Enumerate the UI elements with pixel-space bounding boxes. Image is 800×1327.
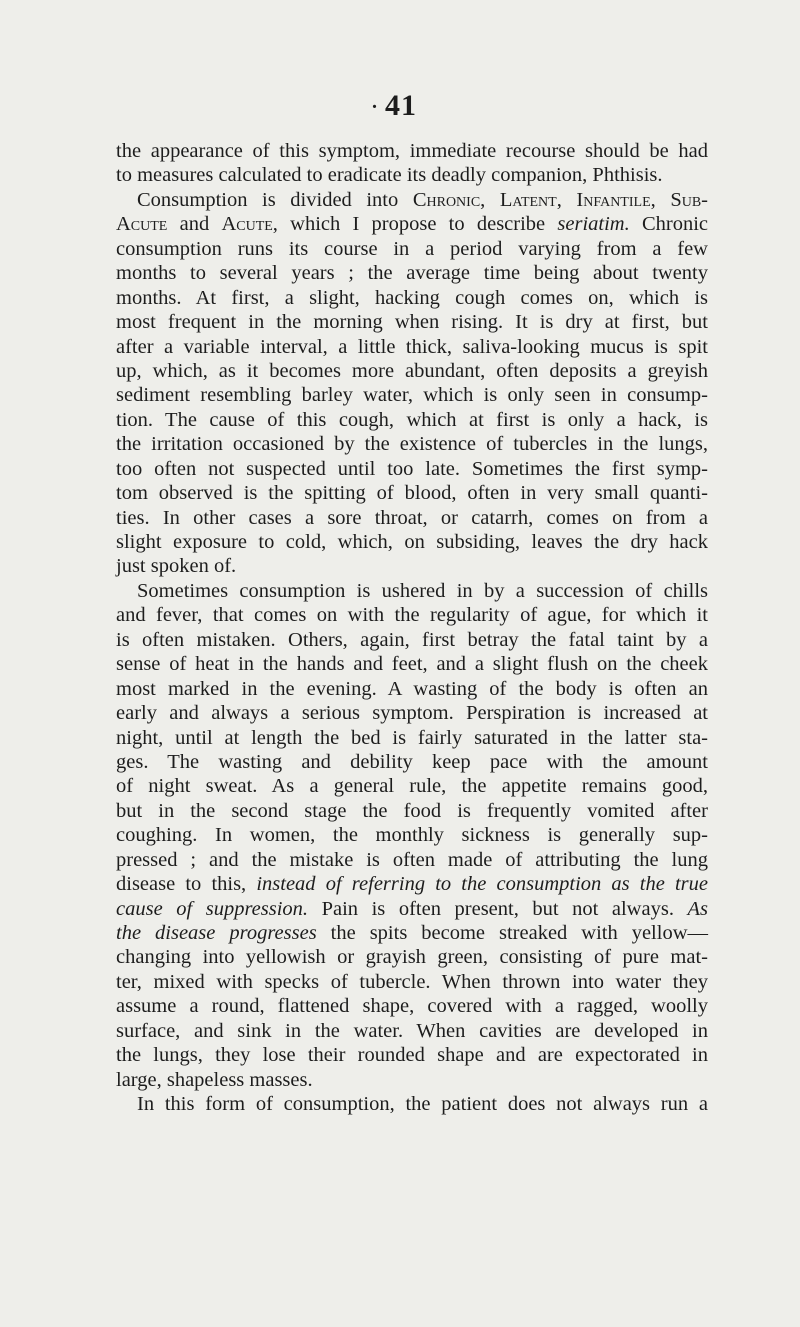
text-run: Chronic (629, 213, 708, 236)
text-line (116, 750, 708, 774)
text-run: Consumption is divided into (137, 188, 413, 211)
text-line (116, 603, 708, 627)
text-run: cause of suppression. (116, 897, 309, 920)
text-run: tion. The cause of this cough, which at first is only a hack, is (116, 408, 708, 431)
text-run: instead of referring to the consumption as the true (256, 873, 709, 896)
text-line (116, 286, 708, 310)
text-line (116, 139, 708, 163)
text-line (116, 1019, 708, 1043)
text-run: sense of heat in the hands and feet, and a slight flush on the cheek (116, 653, 708, 676)
text-run: changing into yellowish or grayish green, consisting of pure mat- (116, 946, 708, 969)
text-run: Pain is often present, but not always. (308, 897, 688, 920)
text-run: slight exposure to cold, which, on subsiding, leaves the dry hack (116, 531, 708, 553)
text-run: tom observed is the spitting of blood, often in very small quanti- (116, 482, 708, 505)
text-run: large, shapeless masses. (116, 1068, 313, 1091)
text-run: months. At first, a slight, hacking cough comes on, which is (116, 286, 708, 309)
text-line (116, 457, 708, 481)
text-run: surface, and sink in the water. When cavities are developed in (116, 1019, 708, 1042)
text-line (116, 677, 708, 701)
text-line (116, 774, 708, 798)
text-run: the spits become streaked with yellow— (316, 922, 709, 944)
text-run: to measures calculated to eradicate its deadly companion, Phthisis. (116, 164, 663, 187)
text-line (116, 726, 708, 750)
text-run: which I propose to describe (277, 213, 558, 236)
text-run: Acute, (221, 213, 278, 236)
text-run: Chronic, Latent, Infantile, Sub- (412, 188, 708, 211)
text-line (116, 163, 708, 187)
text-line (116, 506, 708, 530)
text-line (116, 701, 708, 725)
text-run: is often mistaken. Others, again, first betray the fatal taint by a (116, 628, 708, 651)
text-run: the lungs, they lose their rounded shape and are expectorated in (116, 1044, 708, 1067)
text-run: disease to this, (116, 873, 257, 896)
text-run: night, until at length the bed is fairly saturated in the latter sta- (116, 726, 708, 749)
text-line (116, 359, 708, 383)
text-run: ter, mixed with specks of tubercle. When thrown into water they (116, 970, 708, 993)
text-run: months to several years ; the average time being about twenty (116, 262, 708, 285)
text-line (116, 481, 708, 505)
text-line (116, 848, 708, 872)
text-run: assume a round, flattened shape, covered with a ragged, woolly (116, 995, 708, 1018)
text-run: the disease progresses (116, 922, 317, 944)
text-run: pressed ; and the mistake is often made of attributing the lung (116, 848, 708, 871)
text-line (116, 628, 708, 652)
text-run: ges. The wasting and debility keep pace with the amount (116, 750, 708, 773)
text-line (116, 310, 708, 334)
text-line (116, 897, 708, 921)
text-run: and (167, 213, 222, 236)
text-line (116, 945, 708, 969)
text-line (116, 921, 708, 945)
text-line (116, 1068, 708, 1092)
text-run: coughing. In women, the monthly sickness is generally sup- (116, 824, 708, 847)
text-line (116, 579, 708, 603)
text-line (116, 188, 708, 212)
text-run: Acute (116, 213, 168, 236)
text-run: In this form of consumption, the patient does not always run a (137, 1093, 708, 1116)
text-line (116, 823, 708, 847)
text-run: up, which, as it becomes more abundant, often deposits a greyish (116, 359, 708, 382)
text-run: most marked in the evening. A wasting of the body is often an (116, 677, 708, 700)
text-run: the irritation occasioned by the existence of tubercles in the lungs, (116, 433, 708, 456)
body-text (116, 139, 708, 1117)
text-run: the appearance of this symptom, immediate recourse should be had (116, 140, 708, 162)
text-line (116, 872, 708, 896)
text-run: too often not suspected until too late. Sometimes the first symp- (116, 457, 708, 480)
page-number: . 41 (385, 89, 417, 123)
text-run: ties. In other cases a sore throat, or catarrh, comes on from a (116, 506, 708, 529)
text-run: but in the second stage the food is frequently vomited after (116, 799, 708, 822)
text-line (116, 994, 708, 1018)
text-line (116, 554, 708, 578)
text-line (116, 652, 708, 676)
text-run: sediment resembling barley water, which is only seen in consump- (116, 384, 708, 407)
text-run: just spoken of. (116, 555, 237, 578)
text-line (116, 408, 708, 432)
text-line (116, 261, 708, 285)
text-line (116, 970, 708, 994)
text-line (116, 432, 708, 456)
text-run: and fever, that comes on with the regularity of ague, for which it (116, 604, 708, 627)
text-line (116, 1092, 708, 1116)
text-line (116, 383, 708, 407)
text-run: of night sweat. As a general rule, the appetite remains good, (116, 775, 708, 798)
text-line (116, 335, 708, 359)
text-run: As (687, 897, 708, 920)
text-run: Sometimes consumption is ushered in by a succession of chills (137, 579, 708, 602)
text-line (116, 799, 708, 823)
text-run: seriatim. (557, 213, 630, 236)
text-run: after a variable interval, a little thick, saliva-looking mucus is spit (116, 335, 708, 358)
text-run: early and always a serious symptom. Perspiration is increased at (116, 702, 708, 725)
text-run: consumption runs its course in a period varying from a few (116, 237, 708, 260)
text-line (116, 1043, 708, 1067)
text-run: most frequent in the morning when rising. It is dry at first, but (116, 311, 708, 334)
text-line (116, 212, 708, 236)
text-line (116, 237, 708, 261)
text-line (116, 530, 708, 554)
